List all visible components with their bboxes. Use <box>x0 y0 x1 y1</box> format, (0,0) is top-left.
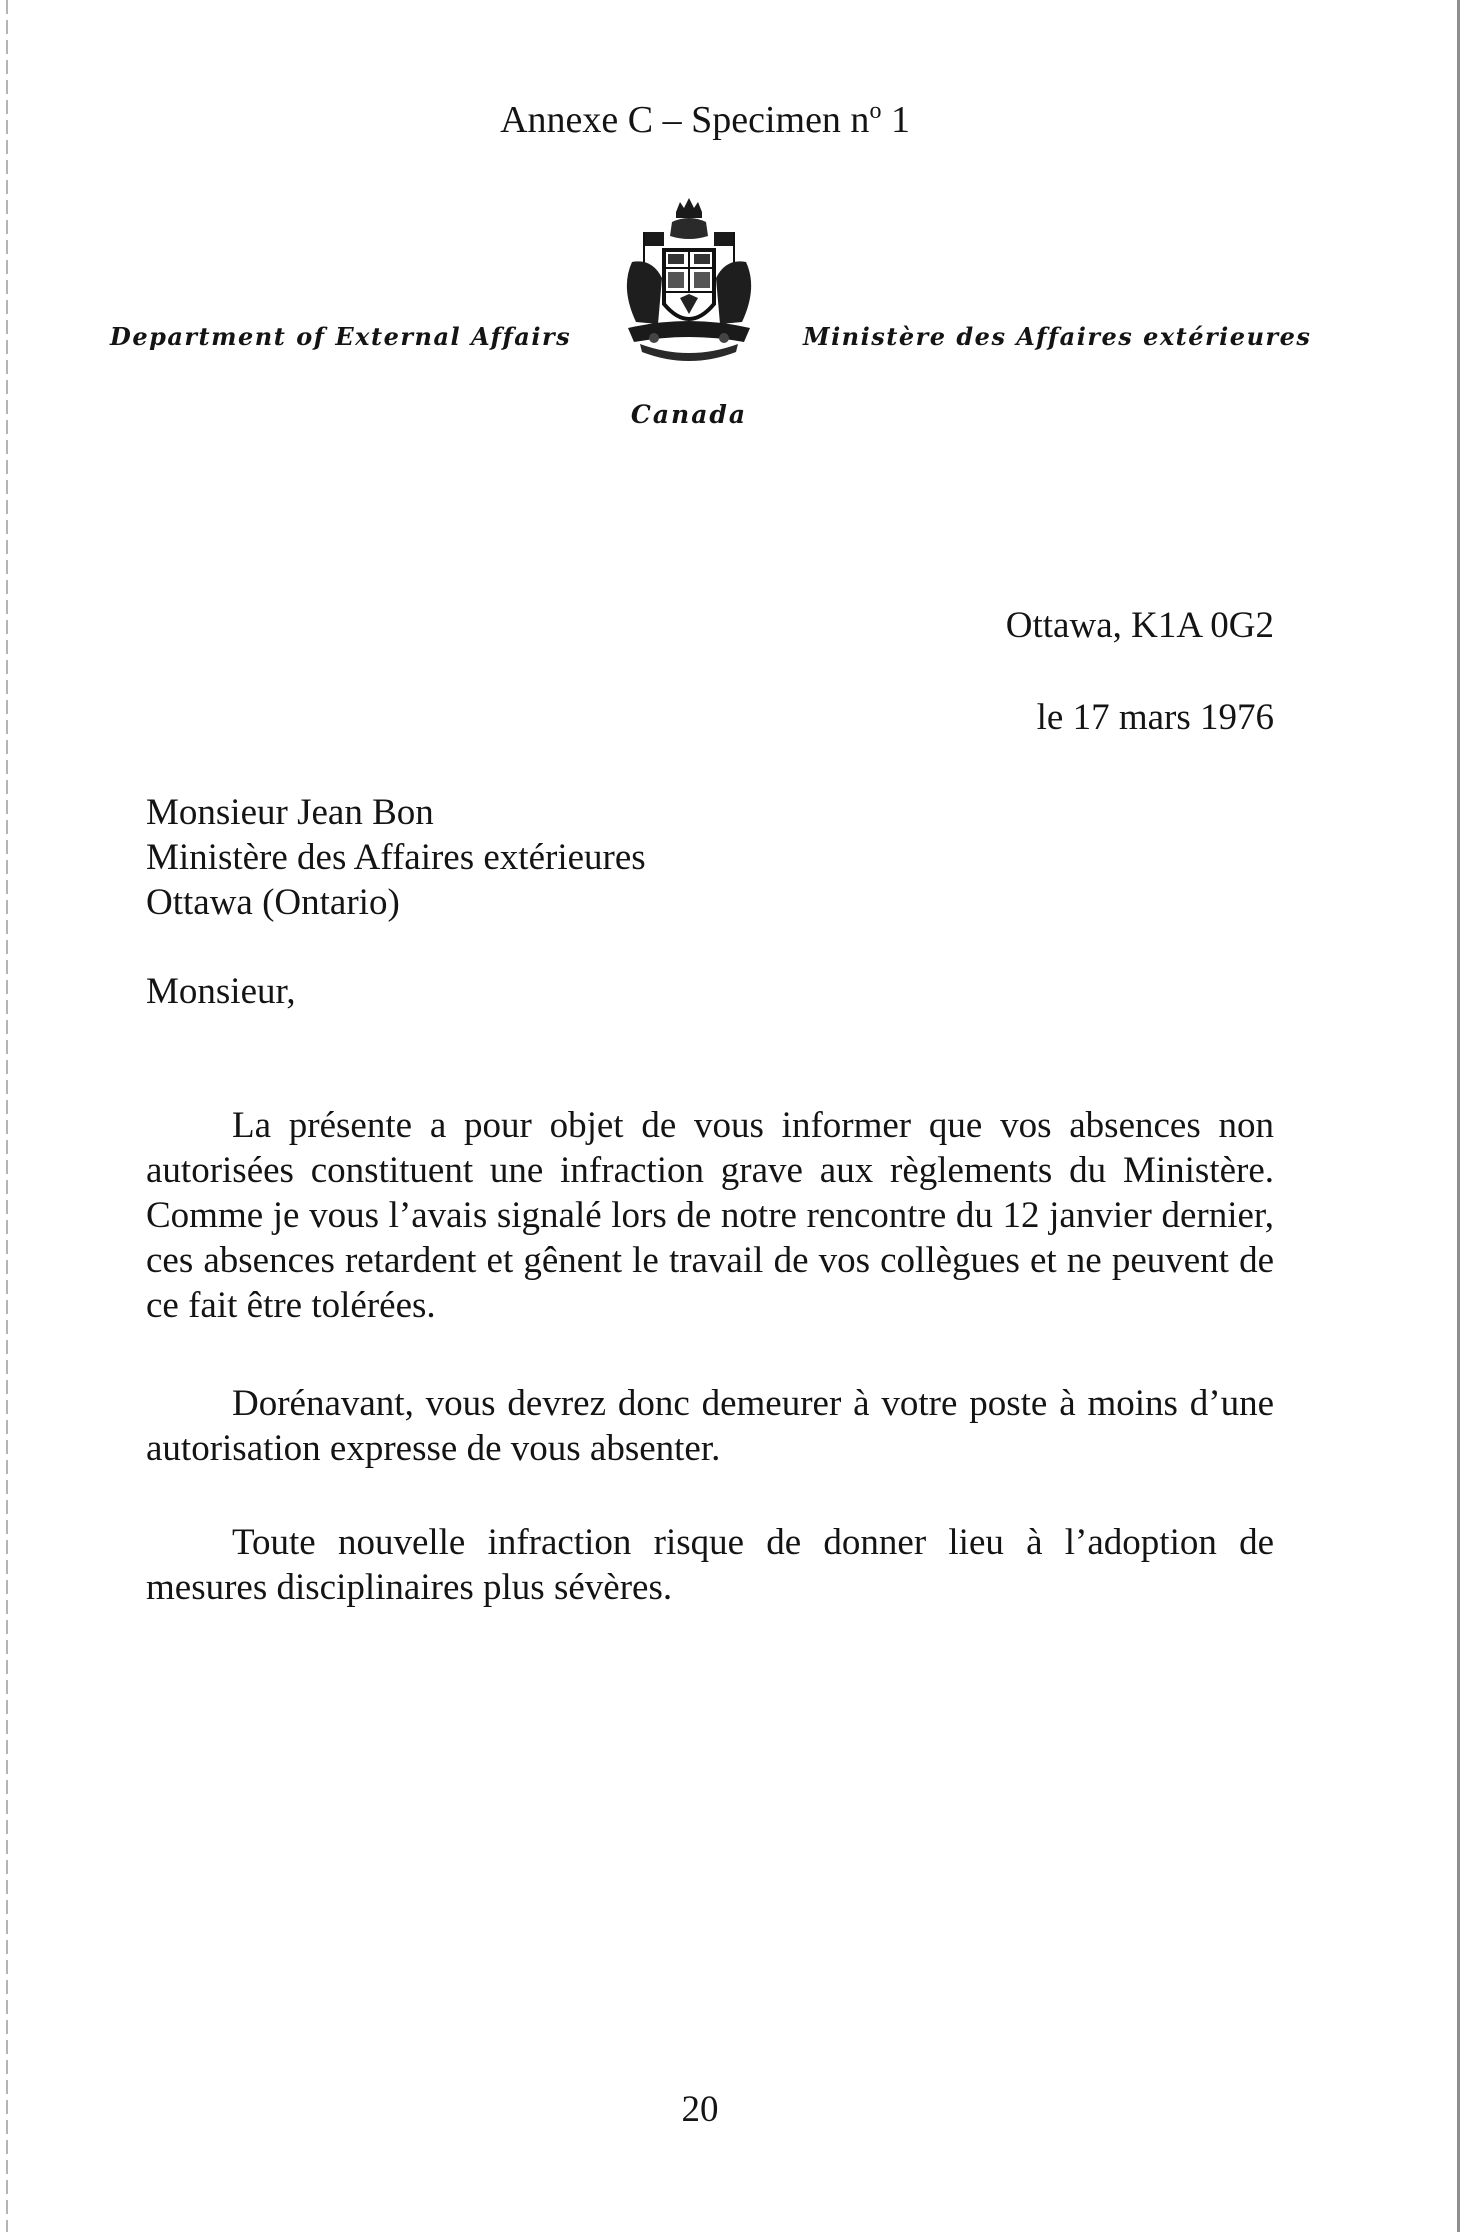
addressee-block <box>146 790 646 925</box>
date-line: le 17 mars 1976 <box>1036 697 1274 738</box>
page-number: 20 <box>681 2089 719 2130</box>
scan-edge-right <box>1457 0 1460 2232</box>
coat-of-arms-icon <box>614 192 764 404</box>
annex-title-number: 1 <box>890 99 910 141</box>
addressee-name: Monsieur Jean Bon <box>146 792 434 833</box>
salutation: Monsieur, <box>146 971 296 1012</box>
annex-title-text: Annexe C – Specimen n <box>500 99 870 141</box>
annex-title-superscript: o <box>869 98 882 124</box>
body-paragraph-3: Toute nouvelle infraction risque de donner lieu à l’adoption de mesures disciplinaires plus sévères. <box>146 1522 1274 1608</box>
letterhead-english: Department of External Affairs <box>110 322 572 351</box>
letterhead-country: Canada <box>630 400 748 429</box>
place-line: Ottawa, K1A 0G2 <box>1005 605 1274 646</box>
body-paragraph-1: La présente a pour objet de vous informer que vos absences non autorisées constituent une infraction grave aux règlements du Ministère. Comme je vous l’avais signalé lors de notre rencontre du 12 janvier dernier, ces absences retardent et gênent le travail de vos collègues et ne peuvent de ce fait être tolérées. <box>146 1105 1274 1326</box>
annex-title <box>0 98 1410 142</box>
addressee-department: Ministère des Affaires extérieures <box>146 837 646 878</box>
letterhead-french: Ministère des Affaires extérieures <box>803 322 1312 351</box>
addressee-city: Ottawa (Ontario) <box>146 882 400 923</box>
body-paragraph-2: Dorénavant, vous devrez donc demeurer à votre poste à moins d’une autorisation expresse de vous absenter. <box>146 1383 1274 1469</box>
scan-edge-left <box>6 0 8 2232</box>
